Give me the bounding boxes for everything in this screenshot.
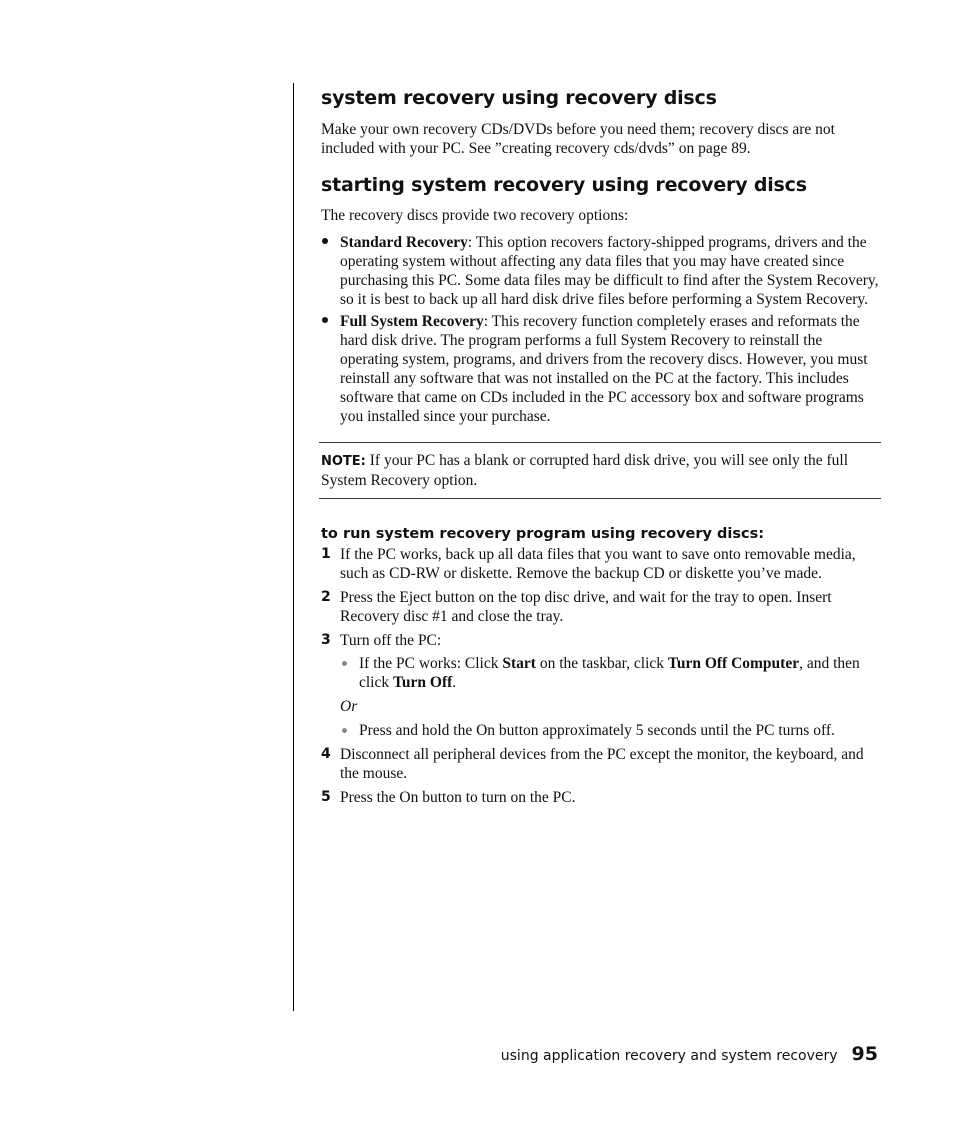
step-text: If the PC works, back up all data files that you want to save onto removable media, such as CD-RW or diskette. Remove the backup CD or diskette you’ve made. xyxy=(340,546,856,582)
sub-text: If the PC works: Click xyxy=(359,655,503,672)
step-text: Press the Eject button on the top disc drive, and wait for the tray to open. Insert Recovery disc #1 and close the tray. xyxy=(340,589,832,625)
step-5 xyxy=(321,788,881,807)
note-label: NOTE: xyxy=(321,454,366,469)
step-text: Press the On button to turn on the PC. xyxy=(340,789,576,806)
step-3-option-works xyxy=(340,654,881,692)
sub-text: . xyxy=(452,674,457,691)
footer-chapter-title: using application recovery and system recovery xyxy=(500,1048,838,1064)
step-number: 2 xyxy=(321,589,331,605)
bullet-icon xyxy=(342,661,347,666)
page-content xyxy=(321,84,881,812)
list-item-standard-recovery xyxy=(321,233,881,309)
section-paragraph: Make your own recovery CDs/DVDs before you need them; recovery discs are not included with your PC. See ”creating recovery cds/dvds” on page 89. xyxy=(321,121,835,157)
section-heading-recovery-discs: system recovery using recovery discs xyxy=(321,87,717,109)
or-divider: Or xyxy=(340,698,358,715)
option-term: Standard Recovery xyxy=(340,234,468,251)
procedure-steps xyxy=(321,545,881,807)
bullet-icon xyxy=(322,238,328,244)
intro-paragraph: The recovery discs provide two recovery options: xyxy=(321,207,629,224)
option-text: : This option recovers factory-shipped programs, drivers and the operating system without affecting any data files that you may have created since purchasing this PC. Some data files may be difficult to find after the System Recovery, so it is best to back up all hard disk drive files before performing a System Recovery. xyxy=(340,234,879,308)
step-4 xyxy=(321,745,881,783)
ui-label-start: Start xyxy=(502,655,536,672)
sub-text: , and then click xyxy=(359,655,860,691)
step-text: Disconnect all peripheral devices from the PC except the monitor, the keyboard, and the mouse. xyxy=(340,746,864,782)
option-term: Full System Recovery xyxy=(340,313,484,330)
note-box xyxy=(319,442,881,499)
option-text: : This recovery function completely erases and reformats the hard disk drive. The program performs a full System Recovery to reinstall the operating system, programs, and drivers from the recovery discs. However, you must reinstall any software that was not installed on the PC at the factory. This includes software that came on CDs included in the PC accessory box and software programs you installed since your purchase. xyxy=(340,313,868,425)
list-item-full-system-recovery xyxy=(321,312,881,426)
margin-rule xyxy=(293,83,294,1011)
section-heading-starting-recovery: starting system recovery using recovery discs xyxy=(321,174,807,196)
ui-label-turn-off-computer: Turn Off Computer xyxy=(667,655,800,672)
step-2 xyxy=(321,588,881,626)
bullet-icon xyxy=(322,317,328,323)
sub-text: Press and hold the On button approximately 5 seconds until the PC turns off. xyxy=(359,722,835,739)
step-number: 5 xyxy=(321,789,331,805)
sub-text: on the taskbar, click xyxy=(535,655,668,672)
note-text: If your PC has a blank or corrupted hard disk drive, you will see only the full System Recovery option. xyxy=(321,452,849,489)
bullet-icon xyxy=(342,728,347,733)
step-number: 3 xyxy=(321,632,331,648)
step-text: Turn off the PC: xyxy=(340,632,442,649)
page-number: 95 xyxy=(851,1043,878,1065)
step-number: 4 xyxy=(321,746,331,762)
recovery-options-list xyxy=(321,233,881,426)
step-1 xyxy=(321,545,881,583)
ui-label-turn-off: Turn Off xyxy=(393,674,453,691)
step-3 xyxy=(321,631,881,740)
procedure-title: to run system recovery program using recovery discs: xyxy=(321,526,765,542)
step-number: 1 xyxy=(321,546,331,562)
step-3-option-power-button xyxy=(340,721,881,740)
page-footer xyxy=(501,1043,878,1065)
